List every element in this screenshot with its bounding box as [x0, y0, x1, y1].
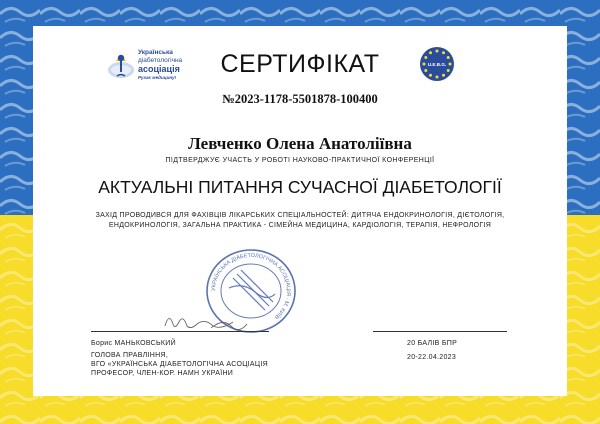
confirmation-text: ПІДТВЕРДЖУЄ УЧАСТЬ У РОБОТІ НАУКОВО-ПРАКТИЧНОЇ КОНФЕРЕНЦІЇ: [165, 157, 435, 164]
signatory-position3: ПРОФЕСОР, ЧЛЕН-КОР. НАМН УКРАЇНИ: [91, 370, 234, 377]
logo-line3: асоціація: [138, 64, 180, 74]
conference-dates: 20-22.04.2023: [407, 354, 457, 361]
logo-line2: діабетологічна: [138, 56, 183, 64]
recipient-name: Левченко Олена Анатоліївна: [188, 134, 412, 153]
logo-line1: Українська: [138, 49, 173, 56]
certificate-card: [33, 26, 567, 396]
logo-tagline: Рухає медицину!: [138, 75, 177, 80]
signature-line-left: [91, 331, 269, 332]
signature-line-right: [373, 331, 507, 332]
specialties-text: [83, 211, 517, 231]
signatory-position2: ВГО «УКРАЇНСЬКА ДІАБЕТОЛОГІЧНА АСОЦІАЦІЯ: [91, 361, 268, 368]
signature: [161, 308, 251, 332]
certificate-title: СЕРТИФІКАТ: [220, 50, 380, 78]
signatory-name: Борис МАНЬКОВСЬКИЙ: [91, 340, 176, 347]
emblem-icon: [419, 46, 455, 82]
emblem-text: U.E.B.G.: [427, 62, 447, 67]
certificate-number: №2023-1178-5501878-100400: [222, 92, 378, 106]
specialties-line2: ЕНДОКРИНОЛОГІЯ, ЗАГАЛЬНА ПРАКТИКА - СІМЕЙНА МЕДИЦИНА, КАРДІОЛОГІЯ, ТЕРАПІЯ, НЕФРОЛОГІЯ: [108, 222, 492, 229]
signatory-position1: ГОЛОВА ПРАВЛІННЯ,: [91, 352, 169, 359]
credit-points: 20 БАЛІВ БПР: [407, 340, 458, 347]
conference-title: АКТУАЛЬНІ ПИТАННЯ СУЧАСНОЇ ДІАБЕТОЛОГІЇ: [98, 177, 502, 197]
signatory-position: [91, 351, 268, 378]
specialties-line1: ЗАХІД ПРОВОДИВСЯ ДЛЯ ФАХІВЦІВ ЛІКАРСЬКИХ СПЕЦІАЛЬНОСТЕЙ: ДИТЯЧА ЕНДОКРИНОЛОГІЯ, ДІЄТОЛОГІЯ,: [95, 212, 505, 219]
stamp-text: УКРАЇНСЬКА ДІАБЕТОЛОГІЧНА АСОЦІАЦІЯ · М. КИЇВ: [210, 252, 292, 320]
